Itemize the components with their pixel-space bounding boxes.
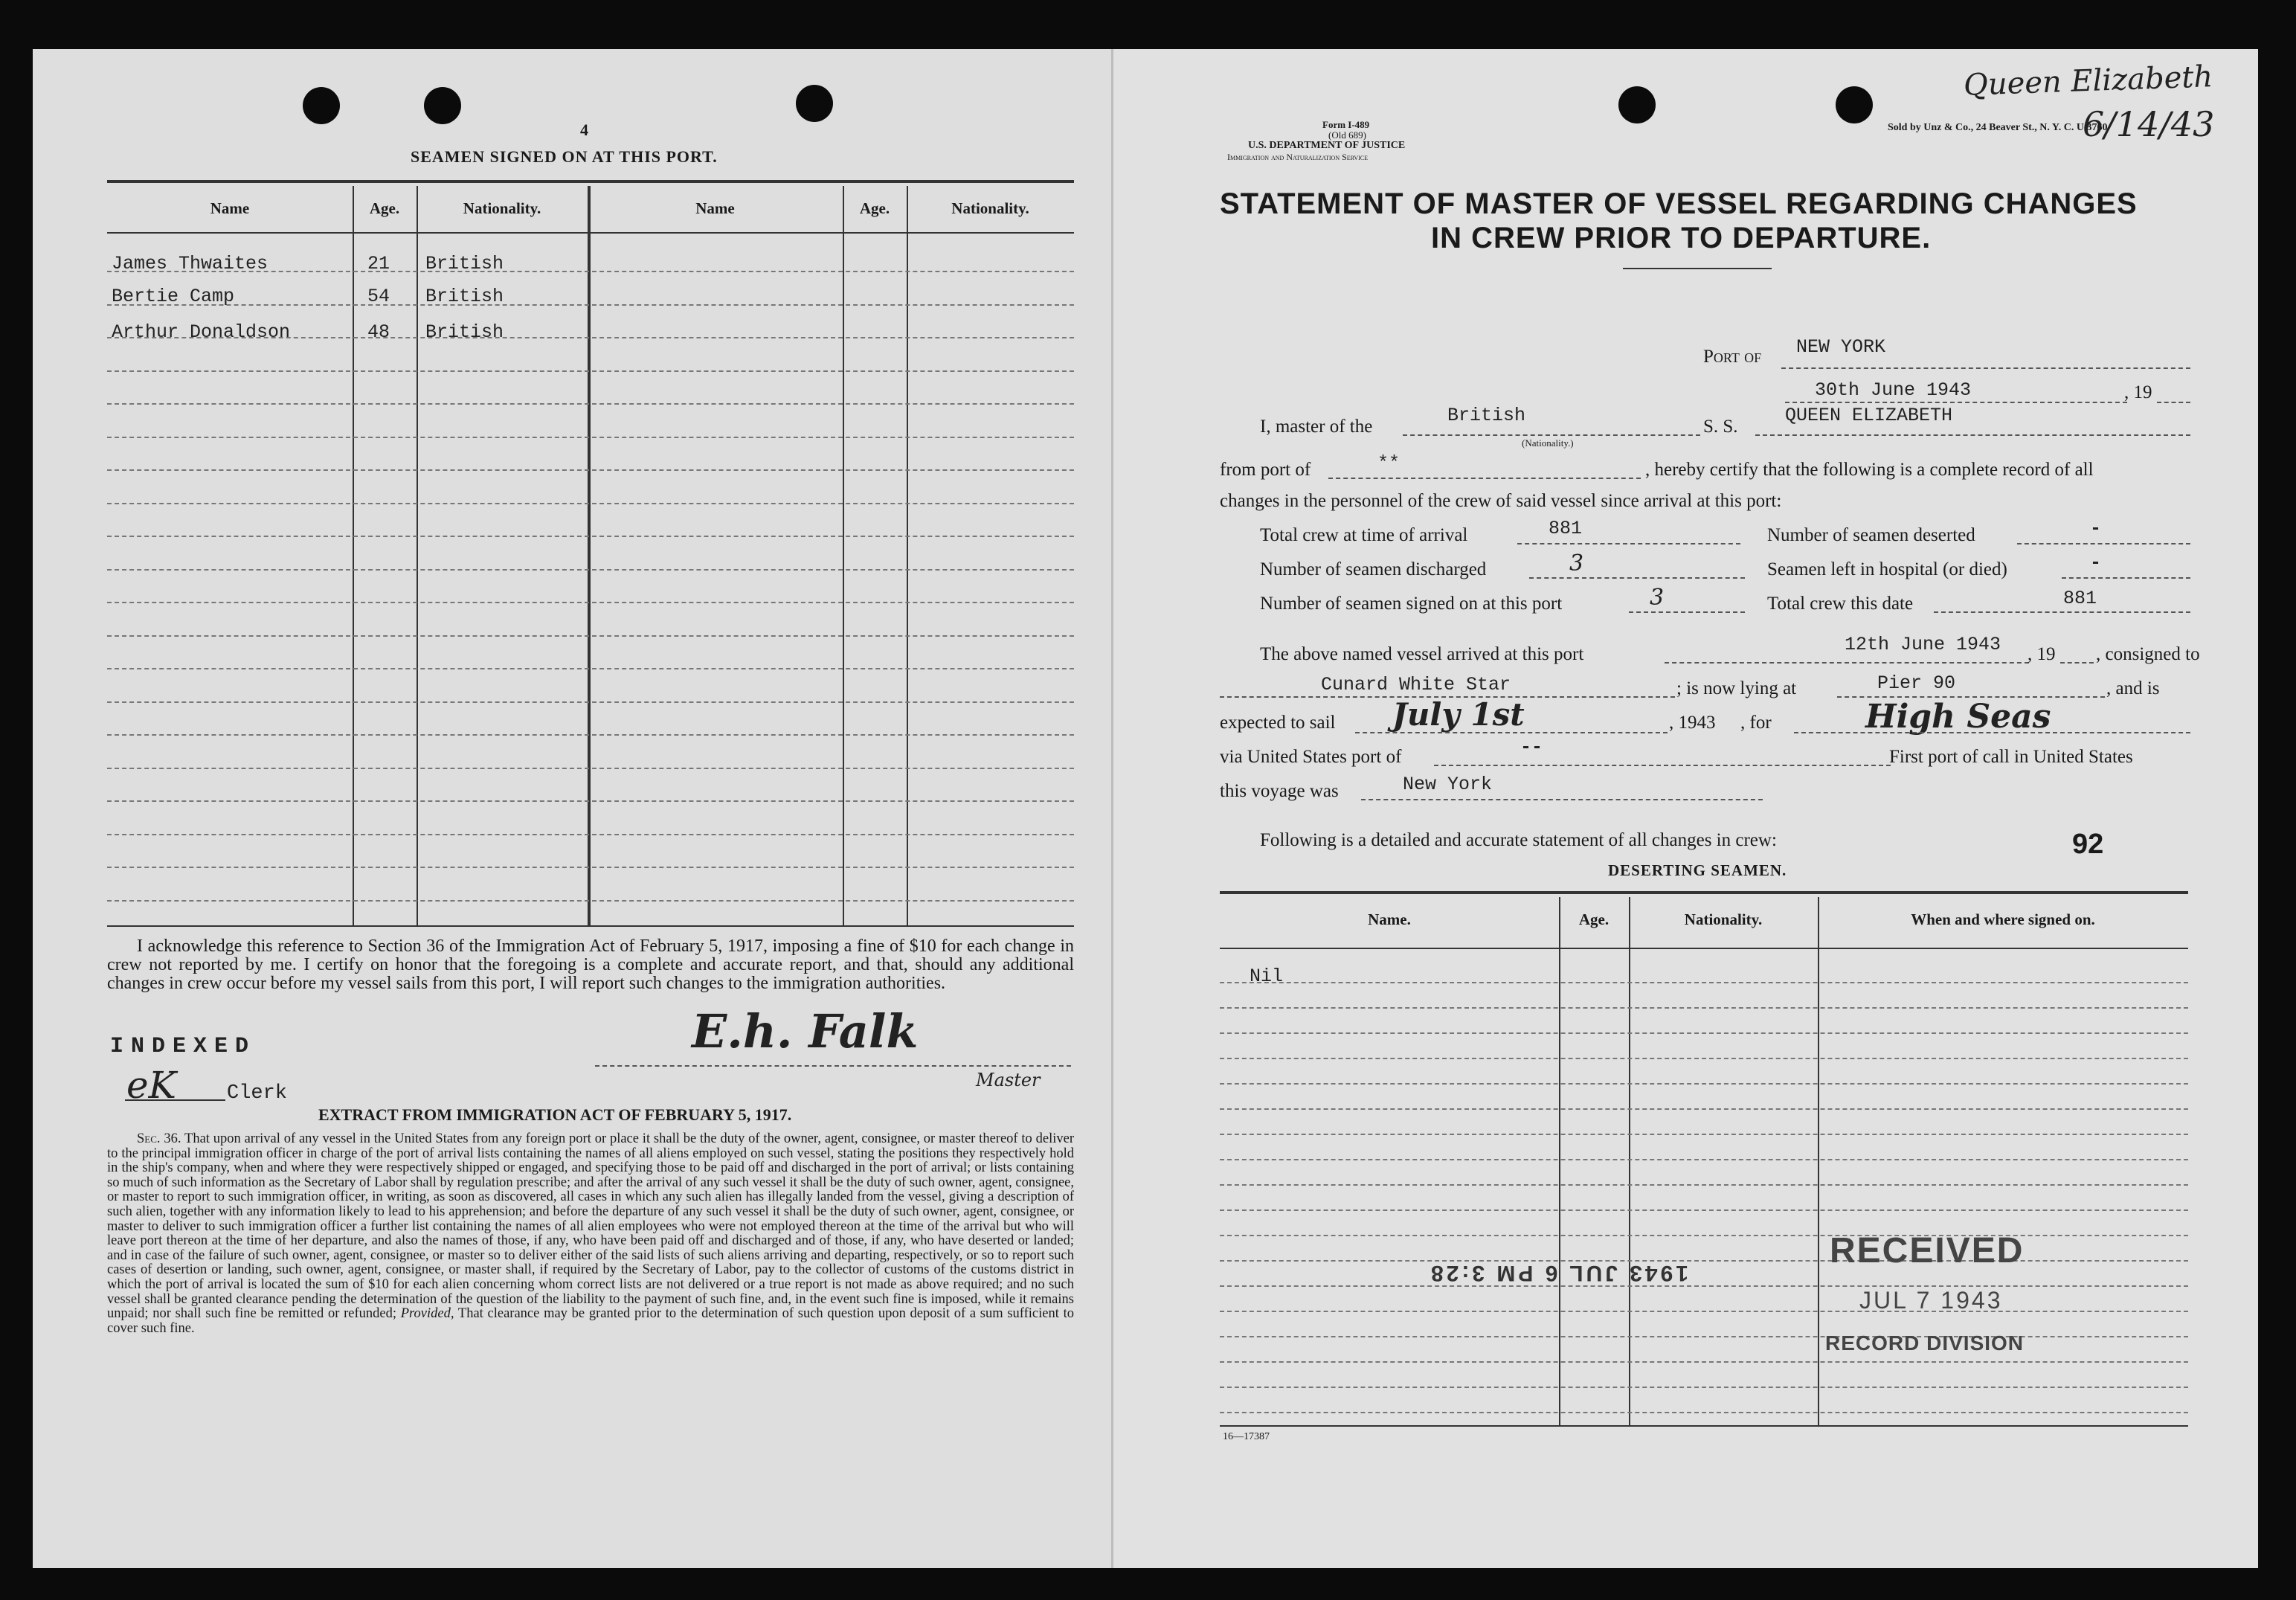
col-header-name-2: Name: [695, 199, 735, 217]
seaman-age: 21: [367, 253, 390, 274]
master-label: Master: [976, 1070, 1041, 1090]
discharged-value: 3: [1569, 550, 1584, 576]
vessel-nationality: British: [1447, 405, 1526, 426]
ruled-line: [107, 768, 1074, 769]
received-date-stamp: JUL 7 1943: [1859, 1287, 2003, 1314]
from-port-value: **: [1377, 452, 1401, 474]
consigned-label: , consigned to: [2096, 644, 2200, 664]
right-page: [1113, 49, 2258, 1568]
form-number: Form I-489: [1322, 119, 1370, 130]
seaman-nationality: British: [425, 286, 504, 307]
total-crew-date-line: [1934, 611, 2190, 613]
via-label: via United States port of: [1220, 747, 1402, 767]
handwritten-date: 6/14/43: [2083, 104, 2215, 144]
page-stamp-number: 92: [2072, 829, 2104, 860]
ruled-line: [107, 536, 1074, 537]
ruled-line: [107, 469, 1074, 471]
arrived-line: [1665, 662, 2029, 664]
for-label: , for: [1740, 713, 1772, 733]
punch-hole: [303, 87, 340, 124]
deserted-value: -: [2090, 518, 2102, 539]
ruled-line: [107, 668, 1074, 669]
master-of-label: I, master of the: [1260, 417, 1373, 437]
ruled-line: [1220, 1134, 2188, 1135]
table-divider: [588, 186, 591, 925]
expected-date: July 1st: [1392, 696, 1525, 733]
punch-hole: [1836, 86, 1873, 123]
record-division-stamp: RECORD DIVISION: [1825, 1331, 2025, 1355]
ruled-line: [1220, 1260, 2188, 1262]
port-line: [1781, 367, 2190, 369]
clerk-initials: eK: [126, 1064, 176, 1107]
port-label: Port of: [1703, 347, 1762, 367]
table-divider: [417, 186, 418, 925]
from-port-label: from port of: [1220, 460, 1311, 480]
deserting-col-name: Name.: [1368, 910, 1411, 928]
extract-proviso-text: That clearance may be granted prior to the determination of such question upon deposit of a sum sufficient to cover such fine.: [107, 1306, 1075, 1336]
voyage-line: [1361, 799, 1763, 800]
ruled-line: [1220, 1387, 2188, 1388]
signed-on-label: Number of seamen signed on at this port: [1260, 594, 1563, 614]
discharged-label: Number of seamen discharged: [1260, 559, 1487, 579]
first-port-label: First port of call in United States: [1889, 747, 2133, 767]
deserting-divider: [1629, 897, 1630, 1425]
seaman-nationality: British: [425, 253, 504, 274]
col-header-age: Age.: [369, 199, 400, 217]
ruled-line: [107, 602, 1074, 603]
ruled-line: [107, 734, 1074, 736]
voyage-label: this voyage was: [1220, 781, 1339, 801]
seaman-age: 48: [367, 321, 390, 343]
print-code: 16—17387: [1223, 1431, 1270, 1442]
expected-label: expected to sail: [1220, 713, 1336, 733]
clerk-label: Clerk: [227, 1082, 288, 1105]
certify-text-2: changes in the personnel of the crew of said vessel since arrival at this port:: [1220, 491, 1782, 511]
table-top-rule: [107, 180, 1074, 183]
destination-value: High Seas: [1865, 698, 2051, 736]
ruled-line: [107, 701, 1074, 703]
ruled-line: [1220, 1412, 2188, 1413]
ship-name-line: [1755, 434, 2190, 436]
ruled-line: [1220, 1108, 2188, 1110]
date-line: [1785, 402, 2127, 403]
hospital-line: [2062, 577, 2190, 579]
table-divider: [907, 186, 908, 925]
ruled-line: [107, 569, 1074, 571]
deserting-divider: [1818, 897, 1819, 1425]
consignee-value: Cunard White Star: [1321, 674, 1511, 695]
ruled-line: [1220, 1159, 2188, 1160]
table-row: [112, 253, 268, 274]
nationality-caption: (Nationality.): [1522, 437, 1574, 449]
ship-name: QUEEN ELIZABETH: [1785, 405, 1953, 426]
deserting-bottom-rule: [1220, 1425, 2188, 1427]
ruled-line: [107, 437, 1074, 438]
title-underline: [1623, 268, 1772, 269]
from-port-line: [1328, 478, 1641, 479]
table-row: [112, 321, 290, 343]
via-value: --: [1520, 736, 1543, 758]
col-header-name: Name: [210, 199, 250, 217]
ruled-line: [107, 800, 1074, 802]
department-name: U.S. DEPARTMENT OF JUSTICE: [1248, 140, 1406, 151]
deserting-col-nationality: Nationality.: [1684, 910, 1763, 928]
expected-year: , 1943: [1669, 713, 1716, 733]
ruled-line: [1220, 1083, 2188, 1085]
ruled-line: [107, 635, 1074, 637]
arrived-year-suffix: , 19: [2028, 644, 2056, 664]
destination-line: [1794, 732, 2190, 733]
signed-on-line: [1629, 611, 1745, 613]
port-value: NEW YORK: [1796, 336, 1886, 358]
seaman-nationality: British: [425, 321, 504, 343]
statement-date: 30th June 1943: [1815, 379, 1972, 401]
nationality-line: [1403, 434, 1700, 436]
deserted-line: [2017, 543, 2190, 544]
acknowledgement-text: I acknowledge this reference to Section 36 of the Immigration Act of February 5, 1917, imposing a fine of $10 for each change in crew not reported by me. I certify on honor that the foregoing is a complete and accurate report, and that, should any additional changes in crew occur before my vessel sails from this port, I will report such changes to the immigration authorities.: [107, 936, 1074, 993]
indexed-stamp: INDEXED: [110, 1034, 257, 1059]
handwritten-ship-note: Queen Elizabeth: [1963, 60, 2213, 103]
total-crew-arrival-value: 881: [1549, 518, 1583, 539]
section-label: Sec. 36.: [137, 1131, 181, 1146]
seller-imprint: Sold by Unz & Co., 24 Beaver St., N. Y. C. U 3760: [1888, 122, 2108, 133]
date-year-line: [2157, 402, 2190, 403]
seaman-age: 54: [367, 286, 390, 307]
ruled-line: [107, 304, 1074, 306]
total-crew-arrival-label: Total crew at time of arrival: [1260, 525, 1468, 545]
deserting-header-rule: [1220, 948, 2188, 949]
service-name: Immigration and Naturalization Service: [1227, 152, 1369, 162]
seaman-name: Bertie Camp: [112, 286, 235, 307]
col-header-nationality-2: Nationality.: [951, 199, 1029, 217]
table-divider: [843, 186, 844, 925]
ruled-line: [1220, 1209, 2188, 1211]
deserting-divider: [1559, 897, 1560, 1425]
extract-proviso-label: Provided,: [400, 1306, 454, 1322]
page-gutter: [1111, 49, 1113, 1568]
extract-body: [107, 1132, 1074, 1336]
lying-label: ; is now lying at: [1676, 678, 1797, 698]
clerk-line: [125, 1099, 225, 1101]
table-row: [112, 286, 234, 307]
master-signature: E.h. Falk: [692, 1004, 919, 1058]
arrived-value: 12th June 1943: [1845, 634, 2001, 655]
signed-on-value: 3: [1650, 585, 1665, 611]
certify-text: , hereby certify that the following is a complete record of all: [1645, 460, 2094, 480]
punch-hole: [1618, 86, 1656, 123]
ruled-line: [107, 403, 1074, 405]
extract-text: That upon arrival of any vessel in the United States from any foreign port or place it shall be the duty of the owner, agent, consignee, or master thereof to deliver to the principal immigration officer in charge of the port of arrival lists containing the names of all aliens employed on such vessel, stating the positions they respectively hold in the ship's company, when and where they were respectively shipped or engaged, and specifying those to be paid off and discharged in the port of arrival; or lists containing so much of such information as the Secretary of Labor shall by regulation prescribe; and after the arrival of any such vessel it shall be the duty of such owner, agent, consignee, or master to report to such immigration officer, in writing, as soon as discovered, all cases in which any such alien has illegally landed from the vessel, giving a description of such alien, together with any information likely to lead to his apprehension; and before the departure of any such vessel it shall be the duty of such owner, agent, consignee, or master to deliver to such immigration officer a further list containing the names of all alien employees who were not employed thereon at the time of the arrival but who will leave port thereon at the time of her departure, and also the names of those, if any, who have been paid off and discharged and of those, if any, who have deserted or landed; and in case of the failure of such owner, agent, consignee, or master so to deliver either of the said lists of such aliens arriving and departing, respectively, or so to report such cases of desertion or landing, such owner, agent, consignee, or master shall, if required by the Secretary of Labor, pay to the collector of customs of the customs district in which the port of arrival is located the sum of $10 for each alien concerning whom correct lists are not delivered or a true report is not made as above required; and no such vessel shall be granted clearance pending the determination of the question of the liability to the payment of such fine, and, in the event such fine is imposed, while it remains unpaid; nor shall such fine be remitted or refunded;: [107, 1131, 1075, 1322]
ruled-line: [1220, 982, 2188, 983]
form-title-line2: IN CREW PRIOR TO DEPARTURE.: [1431, 222, 1932, 254]
ruled-line: [107, 834, 1074, 835]
table-header-rule: [107, 232, 1074, 234]
via-line: [1434, 765, 1891, 766]
total-crew-arrival-line: [1517, 543, 1740, 544]
hospital-value: -: [2090, 552, 2102, 574]
deserting-col-age: Age.: [1578, 910, 1610, 928]
ruled-line: [107, 900, 1074, 902]
total-crew-date-label: Total crew this date: [1767, 594, 1914, 614]
seaman-name: Arthur Donaldson: [112, 321, 291, 343]
following-text: Following is a detailed and accurate statement of all changes in crew:: [1260, 830, 1777, 850]
master-signature-line: [595, 1065, 1071, 1067]
ruled-line: [1220, 1311, 2188, 1312]
ruled-line: [1220, 1007, 2188, 1009]
ruled-line: [1220, 1235, 2188, 1236]
total-crew-date-value: 881: [2063, 588, 2097, 609]
date-time-stamp: 1943 JUL 6 PM 3:28: [1428, 1261, 1688, 1285]
arrived-year-line: [2060, 662, 2094, 664]
and-is-label: , and is: [2106, 678, 2160, 698]
seaman-name: James Thwaites: [112, 253, 268, 274]
form-title-line1: STATEMENT OF MASTER OF VESSEL REGARDING CHANGES: [1220, 187, 2138, 220]
arrived-label: The above named vessel arrived at this port: [1260, 644, 1584, 664]
ruled-line: [1220, 1336, 2188, 1337]
ruled-line: [107, 370, 1074, 372]
form-old-number: (Old 689): [1328, 129, 1366, 141]
col-header-nationality: Nationality.: [463, 199, 541, 217]
date-year-suffix: , 19: [2124, 382, 2152, 402]
discharged-line: [1529, 577, 1745, 579]
col-header-age-2: Age.: [859, 199, 890, 217]
deserting-title: DESERTING SEAMEN.: [1608, 861, 1787, 879]
left-page: [33, 49, 1113, 1568]
page-number: 4: [580, 121, 588, 139]
table-bottom-rule: [107, 925, 1074, 927]
punch-hole: [796, 85, 833, 122]
ruled-line: [1220, 1285, 2188, 1287]
deserting-col-signed-on: When and where signed on.: [1911, 910, 2095, 928]
extract-title: EXTRACT FROM IMMIGRATION ACT OF FEBRUARY 5, 1917.: [318, 1105, 792, 1124]
table-row: [1250, 966, 1283, 987]
deserting-top-rule: [1220, 891, 2188, 894]
expected-line: [1355, 732, 1668, 733]
ruled-line: [107, 867, 1074, 868]
deserted-label: Number of seamen deserted: [1767, 525, 1975, 545]
section-title: SEAMEN SIGNED ON AT THIS PORT.: [411, 147, 718, 166]
punch-hole: [424, 87, 461, 124]
ruled-line: [1220, 1058, 2188, 1059]
ruled-line: [107, 503, 1074, 504]
ss-label: S. S.: [1703, 417, 1738, 437]
received-stamp: RECEIVED: [1830, 1231, 2025, 1270]
ruled-line: [1220, 1361, 2188, 1363]
deserter-name: Nil: [1250, 966, 1284, 987]
table-divider: [353, 186, 354, 925]
ruled-line: [1220, 1184, 2188, 1186]
voyage-value: New York: [1403, 774, 1493, 795]
lying-value: Pier 90: [1877, 672, 1956, 694]
hospital-label: Seamen left in hospital (or died): [1767, 559, 2007, 579]
ruled-line: [1220, 1032, 2188, 1034]
